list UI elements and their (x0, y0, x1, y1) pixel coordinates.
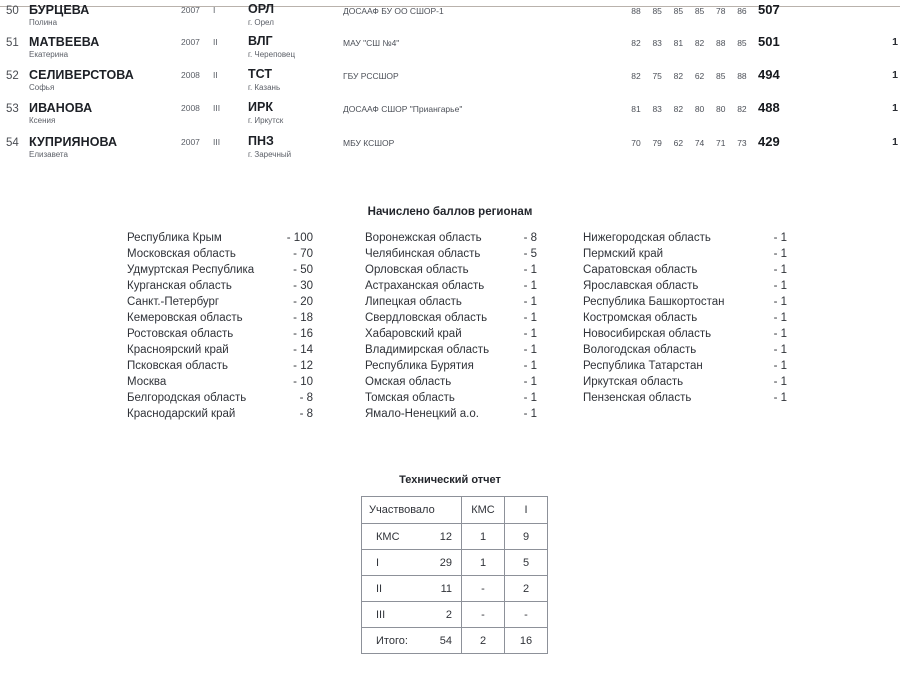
score-value: 70 (631, 138, 641, 148)
tech-summary-kms: 2 (462, 628, 505, 654)
series-scores (628, 138, 750, 148)
city-name: г. Иркутск (248, 116, 284, 125)
region-points-row (365, 296, 537, 312)
city-name: г. Орел (248, 18, 274, 27)
region-points: - 1 (773, 248, 787, 260)
sport-rank: I (213, 5, 216, 15)
region-abbr: ИРК (248, 100, 273, 114)
region-points: - 1 (523, 264, 537, 276)
tech-summary-label: Итого: (376, 634, 408, 647)
athlete-surname: КУПРИЯНОВА (29, 135, 118, 149)
awarded-points: 1 (892, 69, 898, 81)
tech-row-count: 2 (445, 608, 452, 621)
region-points-row (365, 376, 537, 392)
tech-row-first: - (505, 602, 548, 628)
tech-table-row (362, 602, 548, 628)
row-place: 54 (6, 137, 19, 149)
tech-summary-count: 54 (439, 634, 452, 647)
region-points-row (365, 248, 537, 264)
region-points-row (365, 328, 537, 344)
region-points-row (365, 312, 537, 328)
region-name: Иркутская область (583, 376, 684, 388)
tech-table-row (362, 576, 548, 602)
region-name: Курганская область (127, 280, 232, 292)
series-scores (628, 6, 750, 16)
tech-row-kms: - (462, 576, 505, 602)
region-name: Хабаровский край (365, 328, 462, 340)
score-value: 82 (631, 38, 641, 48)
tech-row-count: 12 (439, 530, 452, 543)
region-points: - 1 (773, 312, 787, 324)
region-abbr: ПНЗ (248, 134, 274, 148)
tech-table-row (362, 524, 548, 550)
region-name: Омская область (365, 376, 452, 388)
region-points-row (127, 360, 313, 376)
region-points-row (583, 248, 787, 264)
region-name: Ярославская область (583, 280, 699, 292)
region-points: - 70 (293, 248, 313, 260)
tech-row-kms: - (462, 602, 505, 628)
tech-row-kms: 1 (462, 524, 505, 550)
tech-row-label: II (376, 582, 383, 595)
region-name: Челябинская область (365, 248, 481, 260)
region-name: Москва (127, 376, 167, 388)
regions-column (365, 232, 537, 424)
score-value: 73 (737, 138, 747, 148)
tech-header-first: I (505, 497, 548, 524)
athlete-surname: ИВАНОВА (29, 101, 93, 115)
score-value: 83 (652, 38, 662, 48)
region-points-row (127, 296, 313, 312)
table-row[interactable] (0, 132, 900, 162)
region-points-row (583, 264, 787, 280)
total-score: 501 (758, 34, 780, 49)
region-points: - 1 (773, 280, 787, 292)
region-name: Кемеровская область (127, 312, 243, 324)
region-name: Саратовская область (583, 264, 698, 276)
birth-year: 2007 (181, 5, 200, 15)
region-points-row (365, 392, 537, 408)
region-name: Республика Татарстан (583, 360, 703, 372)
region-points: - 1 (773, 232, 787, 244)
region-points: - 18 (293, 312, 313, 324)
region-points-row (127, 376, 313, 392)
region-name: Астраханская область (365, 280, 485, 292)
region-name: Псковская область (127, 360, 228, 372)
score-value: 82 (673, 104, 684, 114)
region-name: Краснодарский край (127, 408, 236, 420)
club-name: МБУ КСШОР (343, 138, 395, 148)
athlete-surname: МАТВЕЕВА (29, 35, 100, 49)
tech-row-label: I (376, 556, 380, 569)
tech-row-participated (362, 602, 462, 628)
region-points-row (365, 408, 537, 424)
total-score: 507 (758, 2, 780, 17)
region-points: - 5 (523, 248, 537, 260)
technical-report-table (361, 496, 548, 654)
score-value: 80 (694, 104, 705, 114)
region-points: - 20 (293, 296, 313, 308)
total-score: 429 (758, 134, 780, 149)
region-name: Новосибирская область (583, 328, 712, 340)
region-points: - 16 (293, 328, 313, 340)
region-name: Липецкая область (365, 296, 462, 308)
region-name: Республика Башкортостан (583, 296, 725, 308)
region-points-row (365, 344, 537, 360)
region-points-row (127, 392, 313, 408)
region-points: - 1 (523, 328, 537, 340)
score-value: 81 (673, 38, 684, 48)
region-points-row (127, 280, 313, 296)
region-name: Белгородская область (127, 392, 247, 404)
series-scores (628, 38, 750, 48)
region-points-row (583, 392, 787, 408)
tech-row-first: 2 (505, 576, 548, 602)
sport-rank: III (213, 103, 221, 113)
region-name: Костромская область (583, 312, 698, 324)
tech-row-kms: 1 (462, 550, 505, 576)
region-points-row (583, 376, 787, 392)
region-points-row (365, 280, 537, 296)
score-value: 85 (673, 6, 684, 16)
club-name: МАУ "СШ №4" (343, 38, 400, 48)
region-name: Нижегородская область (583, 232, 711, 244)
score-value: 88 (737, 71, 747, 81)
score-value: 83 (652, 104, 662, 114)
tech-row-label: III (376, 608, 386, 621)
region-points-row (583, 312, 787, 328)
region-name: Орловская область (365, 264, 469, 276)
sport-rank: II (213, 70, 218, 80)
region-abbr: ВЛГ (248, 34, 273, 48)
region-points-row (365, 360, 537, 376)
region-points: - 1 (523, 312, 537, 324)
region-points-row (583, 280, 787, 296)
region-points: - 100 (286, 232, 313, 244)
athlete-firstname: Екатерина (29, 50, 69, 59)
region-points: - 30 (293, 280, 313, 292)
region-points: - 1 (773, 344, 787, 356)
region-name: Вологодская область (583, 344, 697, 356)
tech-header-participated: Участвовало (362, 497, 462, 524)
city-name: г. Казань (248, 83, 281, 92)
score-value: 85 (737, 38, 747, 48)
birth-year: 2008 (181, 70, 200, 80)
region-name: Владимирская область (365, 344, 490, 356)
sport-rank: III (213, 137, 221, 147)
table-row[interactable] (0, 32, 900, 62)
score-value: 82 (673, 71, 684, 81)
table-row[interactable] (0, 98, 900, 128)
region-points-row (127, 264, 313, 280)
score-value: 82 (631, 71, 641, 81)
score-value: 88 (716, 38, 726, 48)
region-points-row (127, 344, 313, 360)
region-name: Ямало-Ненецкий а.о. (365, 408, 479, 420)
region-points: - 1 (523, 392, 537, 404)
region-points: - 12 (293, 360, 313, 372)
score-value: 82 (737, 104, 747, 114)
region-points: - 1 (773, 376, 787, 388)
athlete-firstname: Полина (29, 18, 58, 27)
region-name: Воронежская область (365, 232, 482, 244)
city-name: г. Заречный (248, 150, 292, 159)
series-scores (628, 104, 750, 114)
region-points: - 1 (523, 376, 537, 388)
region-points-row (365, 264, 537, 280)
region-points-row (583, 296, 787, 312)
awarded-points: 1 (892, 136, 898, 148)
region-points: - 14 (293, 344, 313, 356)
region-points: - 1 (773, 392, 787, 404)
row-place: 53 (6, 103, 19, 115)
tech-summary-first: 16 (505, 628, 548, 654)
region-points: - 1 (773, 296, 787, 308)
tech-row-first: 5 (505, 550, 548, 576)
score-value: 85 (652, 6, 662, 16)
region-name: Красноярский край (127, 344, 229, 356)
club-name: ДОСААФ БУ ОО СШОР-1 (343, 6, 444, 16)
region-points: - 50 (293, 264, 313, 276)
awarded-points: 1 (892, 36, 898, 48)
score-value: 78 (716, 6, 726, 16)
tech-row-participated (362, 524, 462, 550)
region-points: - 8 (299, 408, 313, 420)
region-points-row (127, 312, 313, 328)
regions-section-title: Начислено баллов регионам (367, 206, 533, 218)
tech-summary-participated (362, 628, 462, 654)
region-points: - 10 (293, 376, 313, 388)
athlete-surname: СЕЛИВЕРСТОВА (29, 68, 134, 82)
athlete-firstname: Софья (29, 83, 55, 92)
region-name: Удмуртская Республика (127, 264, 255, 276)
total-score: 494 (758, 67, 780, 82)
region-points: - 1 (523, 360, 537, 372)
score-value: 86 (737, 6, 747, 16)
birth-year: 2008 (181, 103, 200, 113)
city-name: г. Череповец (248, 50, 296, 59)
region-name: Санкт.-Петербург (127, 296, 220, 308)
score-value: 85 (694, 6, 705, 16)
club-name: ГБУ РССШОР (343, 71, 399, 81)
region-name: Томская область (365, 392, 455, 404)
region-points-row (365, 232, 537, 248)
region-points: - 1 (523, 344, 537, 356)
series-scores (628, 71, 750, 81)
tech-table-header-row (362, 497, 548, 524)
birth-year: 2007 (181, 137, 200, 147)
score-value: 79 (652, 138, 662, 148)
region-points-row (583, 232, 787, 248)
region-points: - 1 (523, 280, 537, 292)
tech-row-first: 9 (505, 524, 548, 550)
tech-row-participated (362, 550, 462, 576)
region-name: Пензенская область (583, 392, 692, 404)
region-name: Московская область (127, 248, 236, 260)
total-score: 488 (758, 100, 780, 115)
region-points-row (583, 360, 787, 376)
score-value: 85 (716, 71, 726, 81)
region-points: - 1 (773, 264, 787, 276)
row-place: 50 (6, 5, 19, 17)
athlete-firstname: Елизавета (29, 150, 68, 159)
club-name: ДОСААФ СШОР "Приангарье" (343, 104, 463, 114)
score-value: 71 (716, 138, 726, 148)
score-value: 80 (716, 104, 726, 114)
tech-row-label: КМС (376, 530, 400, 543)
technical-report-title: Технический отчет (399, 474, 501, 486)
region-abbr: ТСТ (248, 67, 272, 81)
tech-table-row (362, 550, 548, 576)
region-points-row (583, 328, 787, 344)
score-value: 88 (631, 6, 641, 16)
region-points: - 1 (523, 408, 537, 420)
score-value: 75 (652, 71, 662, 81)
awarded-points: 1 (892, 102, 898, 114)
table-row[interactable] (0, 0, 900, 30)
row-place: 52 (6, 70, 19, 82)
tech-row-count: 29 (439, 556, 452, 569)
row-place: 51 (6, 37, 19, 49)
score-value: 81 (631, 104, 641, 114)
region-points: - 8 (299, 392, 313, 404)
tech-header-kms: КМС (462, 497, 505, 524)
region-name: Пермский край (583, 248, 664, 260)
region-name: Республика Крым (127, 232, 222, 244)
region-points: - 8 (523, 232, 537, 244)
table-row[interactable] (0, 65, 900, 95)
sport-rank: II (213, 37, 218, 47)
region-points-row (127, 248, 313, 264)
athlete-firstname: Ксения (29, 116, 56, 125)
athlete-surname: БУРЦЕВА (29, 3, 90, 17)
regions-column (127, 232, 313, 424)
region-points: - 1 (773, 360, 787, 372)
tech-row-participated (362, 576, 462, 602)
region-name: Свердловская область (365, 312, 488, 324)
region-abbr: ОРЛ (248, 2, 275, 16)
birth-year: 2007 (181, 37, 200, 47)
region-name: Ростовская область (127, 328, 234, 340)
score-value: 62 (694, 71, 705, 81)
region-name: Республика Бурятия (365, 360, 474, 372)
region-points-row (127, 232, 313, 248)
region-points: - 1 (523, 296, 537, 308)
region-points: - 1 (773, 328, 787, 340)
tech-table-summary-row (362, 628, 548, 654)
region-points-row (127, 408, 313, 424)
score-value: 62 (673, 138, 684, 148)
score-value: 74 (694, 138, 705, 148)
tech-row-count: 11 (440, 582, 452, 595)
score-value: 82 (694, 38, 705, 48)
regions-column (583, 232, 787, 408)
region-points-row (583, 344, 787, 360)
region-points-row (127, 328, 313, 344)
